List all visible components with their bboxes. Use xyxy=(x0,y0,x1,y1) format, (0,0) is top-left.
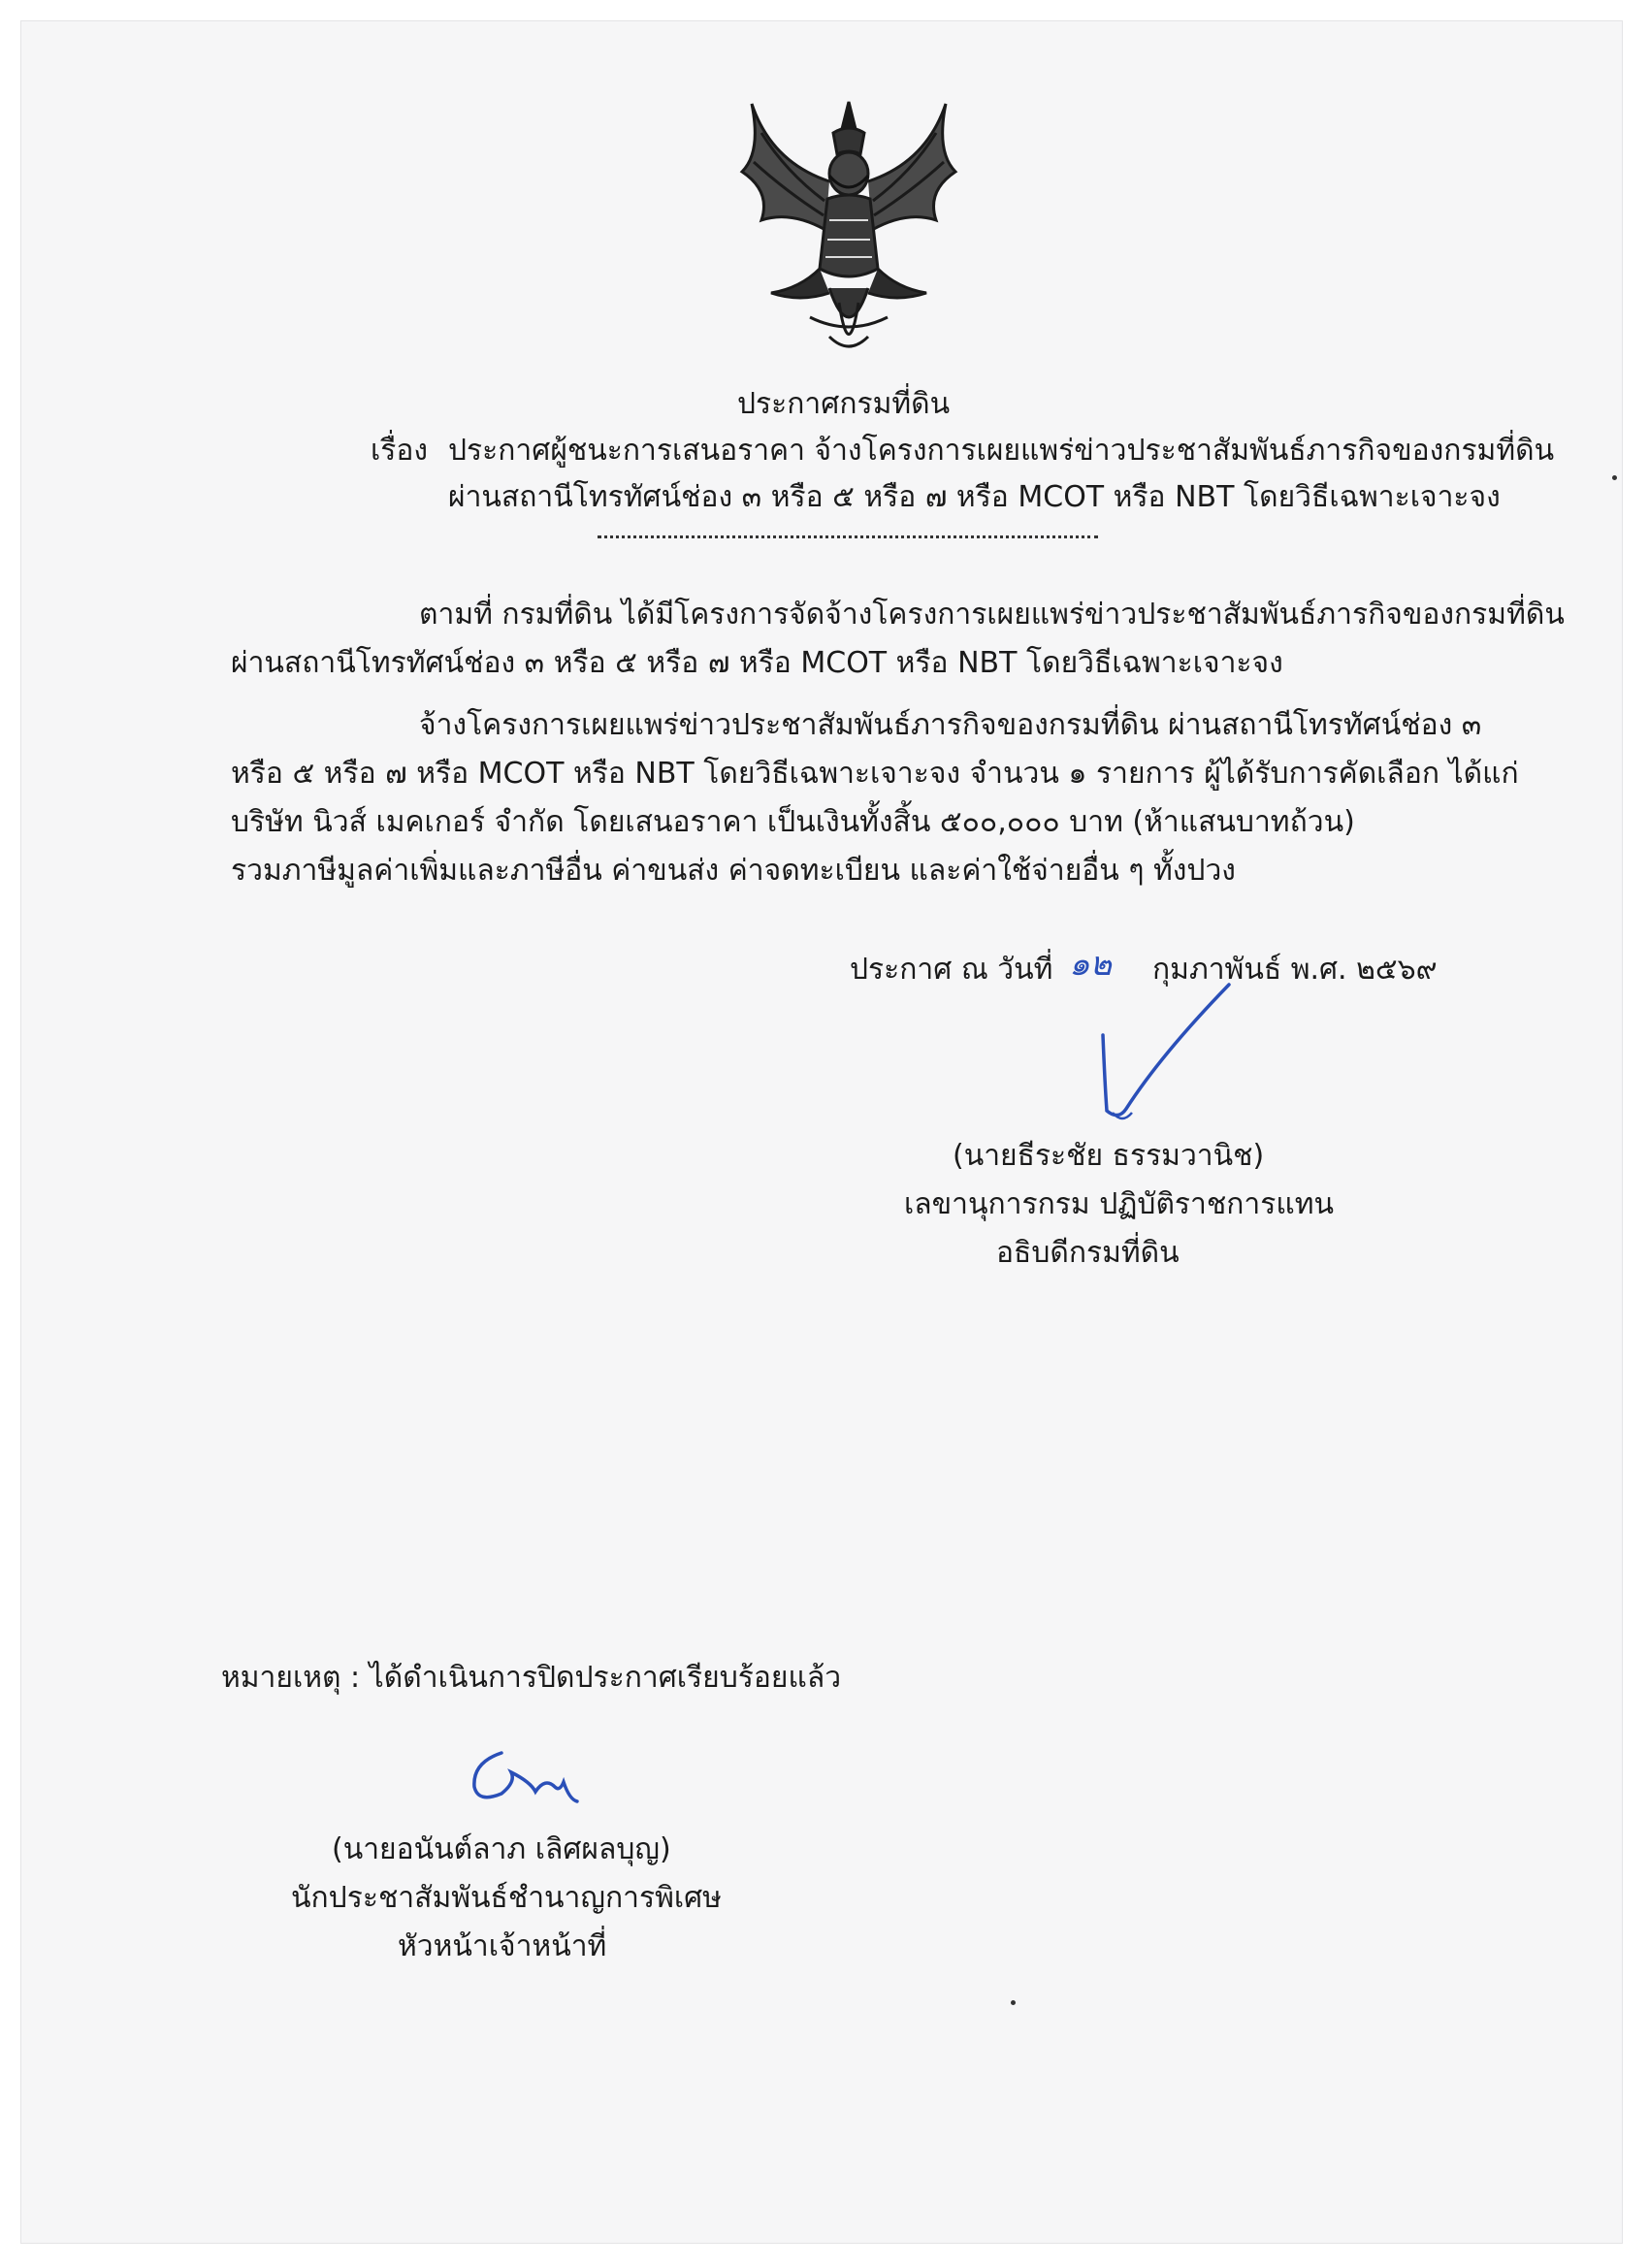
document-page xyxy=(21,21,1622,2243)
paragraph-1-line-1: ตามที่ กรมที่ดิน ได้มีโครงการจัดจ้างโครงการเผยแพร่ข่าวประชาสัมพันธ์ภารกิจของกรมที่ดิน xyxy=(419,598,1565,632)
signatory-position-2: อธิบดีกรมที่ดิน xyxy=(996,1236,1180,1270)
officer-signature-icon xyxy=(463,1743,589,1816)
separator-dotted-line xyxy=(598,535,1098,538)
paper-speck xyxy=(1011,2000,1016,2005)
paper-speck xyxy=(1612,475,1617,480)
date-prefix: ประกาศ ณ วันที่ xyxy=(850,953,1053,987)
subject-label: เรื่อง xyxy=(371,434,429,468)
signatory-name: (นายธีระชัย ธรรมวานิช) xyxy=(953,1139,1265,1173)
officer-name: (นายอนันต์ลาภ เลิศผลบุญ) xyxy=(332,1832,671,1866)
subject-line-1: ประกาศผู้ชนะการเสนอราคา จ้างโครงการเผยแพร่ข่าวประชาสัมพันธ์ภารกิจของกรมที่ดิน xyxy=(448,434,1555,468)
date-day-handwritten: ๑๒ xyxy=(1069,945,1112,984)
signatory-position-1: เลขานุการกรม ปฏิบัติราชการแทน xyxy=(904,1187,1334,1221)
note-text: หมายเหตุ : ได้ดำเนินการปิดประกาศเรียบร้อยแล้ว xyxy=(221,1661,842,1695)
subject-line-2: ผ่านสถานีโทรทัศน์ช่อง ๓ หรือ ๕ หรือ ๗ หรือ MCOT หรือ NBT โดยวิธีเฉพาะเจาะจง xyxy=(448,480,1501,514)
signatory-signature-icon xyxy=(1083,977,1248,1127)
garuda-emblem-icon xyxy=(732,94,965,375)
paragraph-2-line-4: รวมภาษีมูลค่าเพิ่มและภาษีอื่น ค่าขนส่ง ค่าจดทะเบียน และค่าใช้จ่ายอื่น ๆ ทั้งปวง xyxy=(231,854,1236,888)
paragraph-2-line-1: จ้างโครงการเผยแพร่ข่าวประชาสัมพันธ์ภารกิจของกรมที่ดิน ผ่านสถานีโทรทัศน์ช่อง ๓ xyxy=(419,708,1482,742)
date-month-year: กุมภาพันธ์ พ.ศ. ๒๕๖๙ xyxy=(1152,953,1438,987)
paragraph-1-line-2: ผ่านสถานีโทรทัศน์ช่อง ๓ หรือ ๕ หรือ ๗ หรือ MCOT หรือ NBT โดยวิธีเฉพาะเจาะจง xyxy=(231,646,1283,680)
paragraph-2-line-2: หรือ ๕ หรือ ๗ หรือ MCOT หรือ NBT โดยวิธีเฉพาะเจาะจง จำนวน ๑ รายการ ผู้ได้รับการคัดเลือก ได้แก่ xyxy=(231,757,1519,791)
officer-position-1: นักประชาสัมพันธ์ชำนาญการพิเศษ xyxy=(291,1881,722,1915)
document-title: ประกาศกรมที่ดิน xyxy=(737,387,951,421)
paragraph-2-line-3: บริษัท นิวส์ เมคเกอร์ จำกัด โดยเสนอราคา เป็นเงินทั้งสิ้น ๕๐๐,๐๐๐ บาท (ห้าแสนบาทถ้วน) xyxy=(231,805,1355,839)
officer-position-2: หัวหน้าเจ้าหน้าที่ xyxy=(398,1929,607,1963)
